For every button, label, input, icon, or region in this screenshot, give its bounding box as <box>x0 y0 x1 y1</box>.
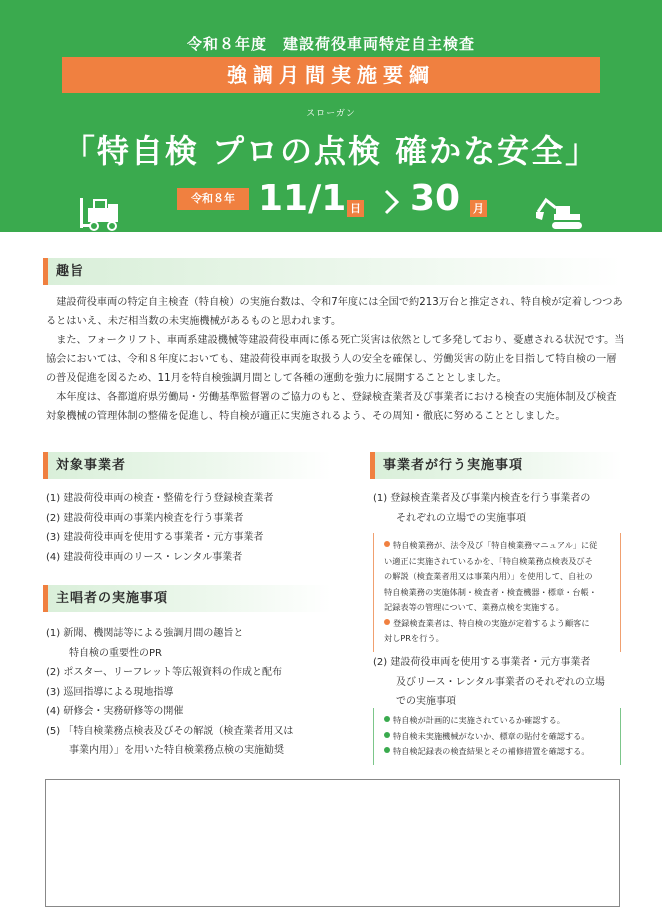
list-item-continuation: 特自検の重要性のPR <box>69 647 162 659</box>
jigyosha-bullets-1: 特自検業務が、法令及び「特自検業務マニュアル」に従 い適正に実施されているかを、「特自検業務点検表及びそ の解説（検査業者用又は事業内用）」を使用して、自社の 特自検業務の実施体制・検査者・検査機器・標章・台帳・ 記録表等の管理について、業務点検を実施する。 登録検査業者は、特自検の実施が定着するよう顧客に 対しPRを行う。 <box>373 533 621 652</box>
section-heading-taisho: 対象事業者 <box>43 452 331 479</box>
title-banner: 強調月間実施要綱 <box>62 57 600 93</box>
blank-box <box>45 779 620 907</box>
bullet-dot-icon <box>384 732 390 738</box>
jigyosha-item-2 <box>373 653 605 712</box>
list-item: (3) 建設荷役車両を使用する事業者・元方事業者 <box>46 532 264 543</box>
era-badge: 令和８年 <box>177 188 249 210</box>
list-item-continuation: 事業内用）」を用いた特自検業務点検の実施勧奨 <box>69 745 284 756</box>
list-item-continuation: での実施事項 <box>396 696 456 707</box>
chevron-right-icon <box>383 188 401 216</box>
end-date: 30 <box>410 178 461 219</box>
list-item: (3) 巡回指導による現地指導 <box>46 686 174 698</box>
jigyosha-bullets-2: 特自検が計画的に実施されているか確認する。 特自検未実施機械がないか、標章の貼付を確認する。 特自検記録表の検査結果とその補修措置を確認する。 <box>373 708 621 765</box>
jigyosha-item-1 <box>373 489 590 528</box>
end-unit: 月 <box>470 200 487 217</box>
list-item-continuation: 及びリース・レンタル事業者のそれぞれの立場 <box>396 676 605 688</box>
excavator-icon <box>534 194 586 232</box>
bullet-dot-icon <box>384 716 390 722</box>
list-item: (4) 研修会・実務研修等の開催 <box>46 706 184 717</box>
section-heading-shusho: 主唱者の実施事項 <box>43 585 331 612</box>
list-item: (2) 建設荷役車両を使用する事業者・元方事業者 <box>373 657 591 668</box>
bullet-dot-icon <box>384 541 390 547</box>
start-unit: 日 <box>347 200 364 217</box>
list-item-continuation: それぞれの立場での実施事項 <box>396 512 526 524</box>
section-heading-jigyosha: 事業者が行う実施事項 <box>370 452 622 479</box>
slogan-label: スローガン <box>306 109 356 119</box>
list-item: (1) 登録検査業者及び事業内検査を行う事業者の <box>373 493 591 504</box>
start-date: 11/1 <box>258 178 347 219</box>
slogan: 「特自検 プロの点検 確かな安全」 <box>62 132 600 170</box>
bullet-dot-icon <box>384 747 390 753</box>
shushi-paragraph-2: また、フォークリフト、車両系建設機械等建設荷役車両に係る死亡災害は依然として多発しており、憂慮される状況です。当協会においては、令和８年度においても、建設荷役車両を取扱う人の安全を確保し、労働災害の防止を目指して特自検の一層の普及促進を図るため、11月を特自検強調月間として各種の運動を強力に展開することとしました。 <box>46 335 625 384</box>
list-item: (1) 新聞、機関誌等による強調月間の趣旨と <box>46 628 244 639</box>
top-title: 令和８年度 建設荷役車両特定自主検査 <box>186 35 475 53</box>
list-item: (1) 建設荷役車両の検査・整備を行う登録検査業者 <box>46 493 274 504</box>
bullet-dot-icon <box>384 619 390 625</box>
forklift-icon <box>78 196 124 232</box>
shusho-list <box>46 624 293 761</box>
section-heading-shushi: 趣旨 <box>43 258 621 285</box>
taisho-list <box>46 489 273 567</box>
list-item: (2) 建設荷役車両の事業内検査を行う事業者 <box>46 512 244 524</box>
shushi-paragraph-3: 本年度は、各都道府県労働局・労働基準監督署のご協力のもと、登録検査業者及び事業者における検査の実施体制及び検査対象機械の管理体制の整備を促進し、特自検が適正に実施されるよう、その周知・徹底に努めることとしました。 <box>46 392 617 422</box>
list-item: (2) ポスター、リーフレット等広報資料の作成と配布 <box>46 667 282 678</box>
shushi-paragraph-1: 建設荷役車両の特定自主検査（特自検）の実施台数は、令和7年度には全国で約213万台と推定され、特自検が定着しつつあるとはいえ、未だ相当数の未実施機械があるものと思われます。 <box>46 297 623 327</box>
list-item: (4) 建設荷役車両のリース・レンタル事業者 <box>46 551 243 563</box>
list-item: (5) 「特自検業務点検表及びその解説（検査業者用又は <box>46 725 294 737</box>
